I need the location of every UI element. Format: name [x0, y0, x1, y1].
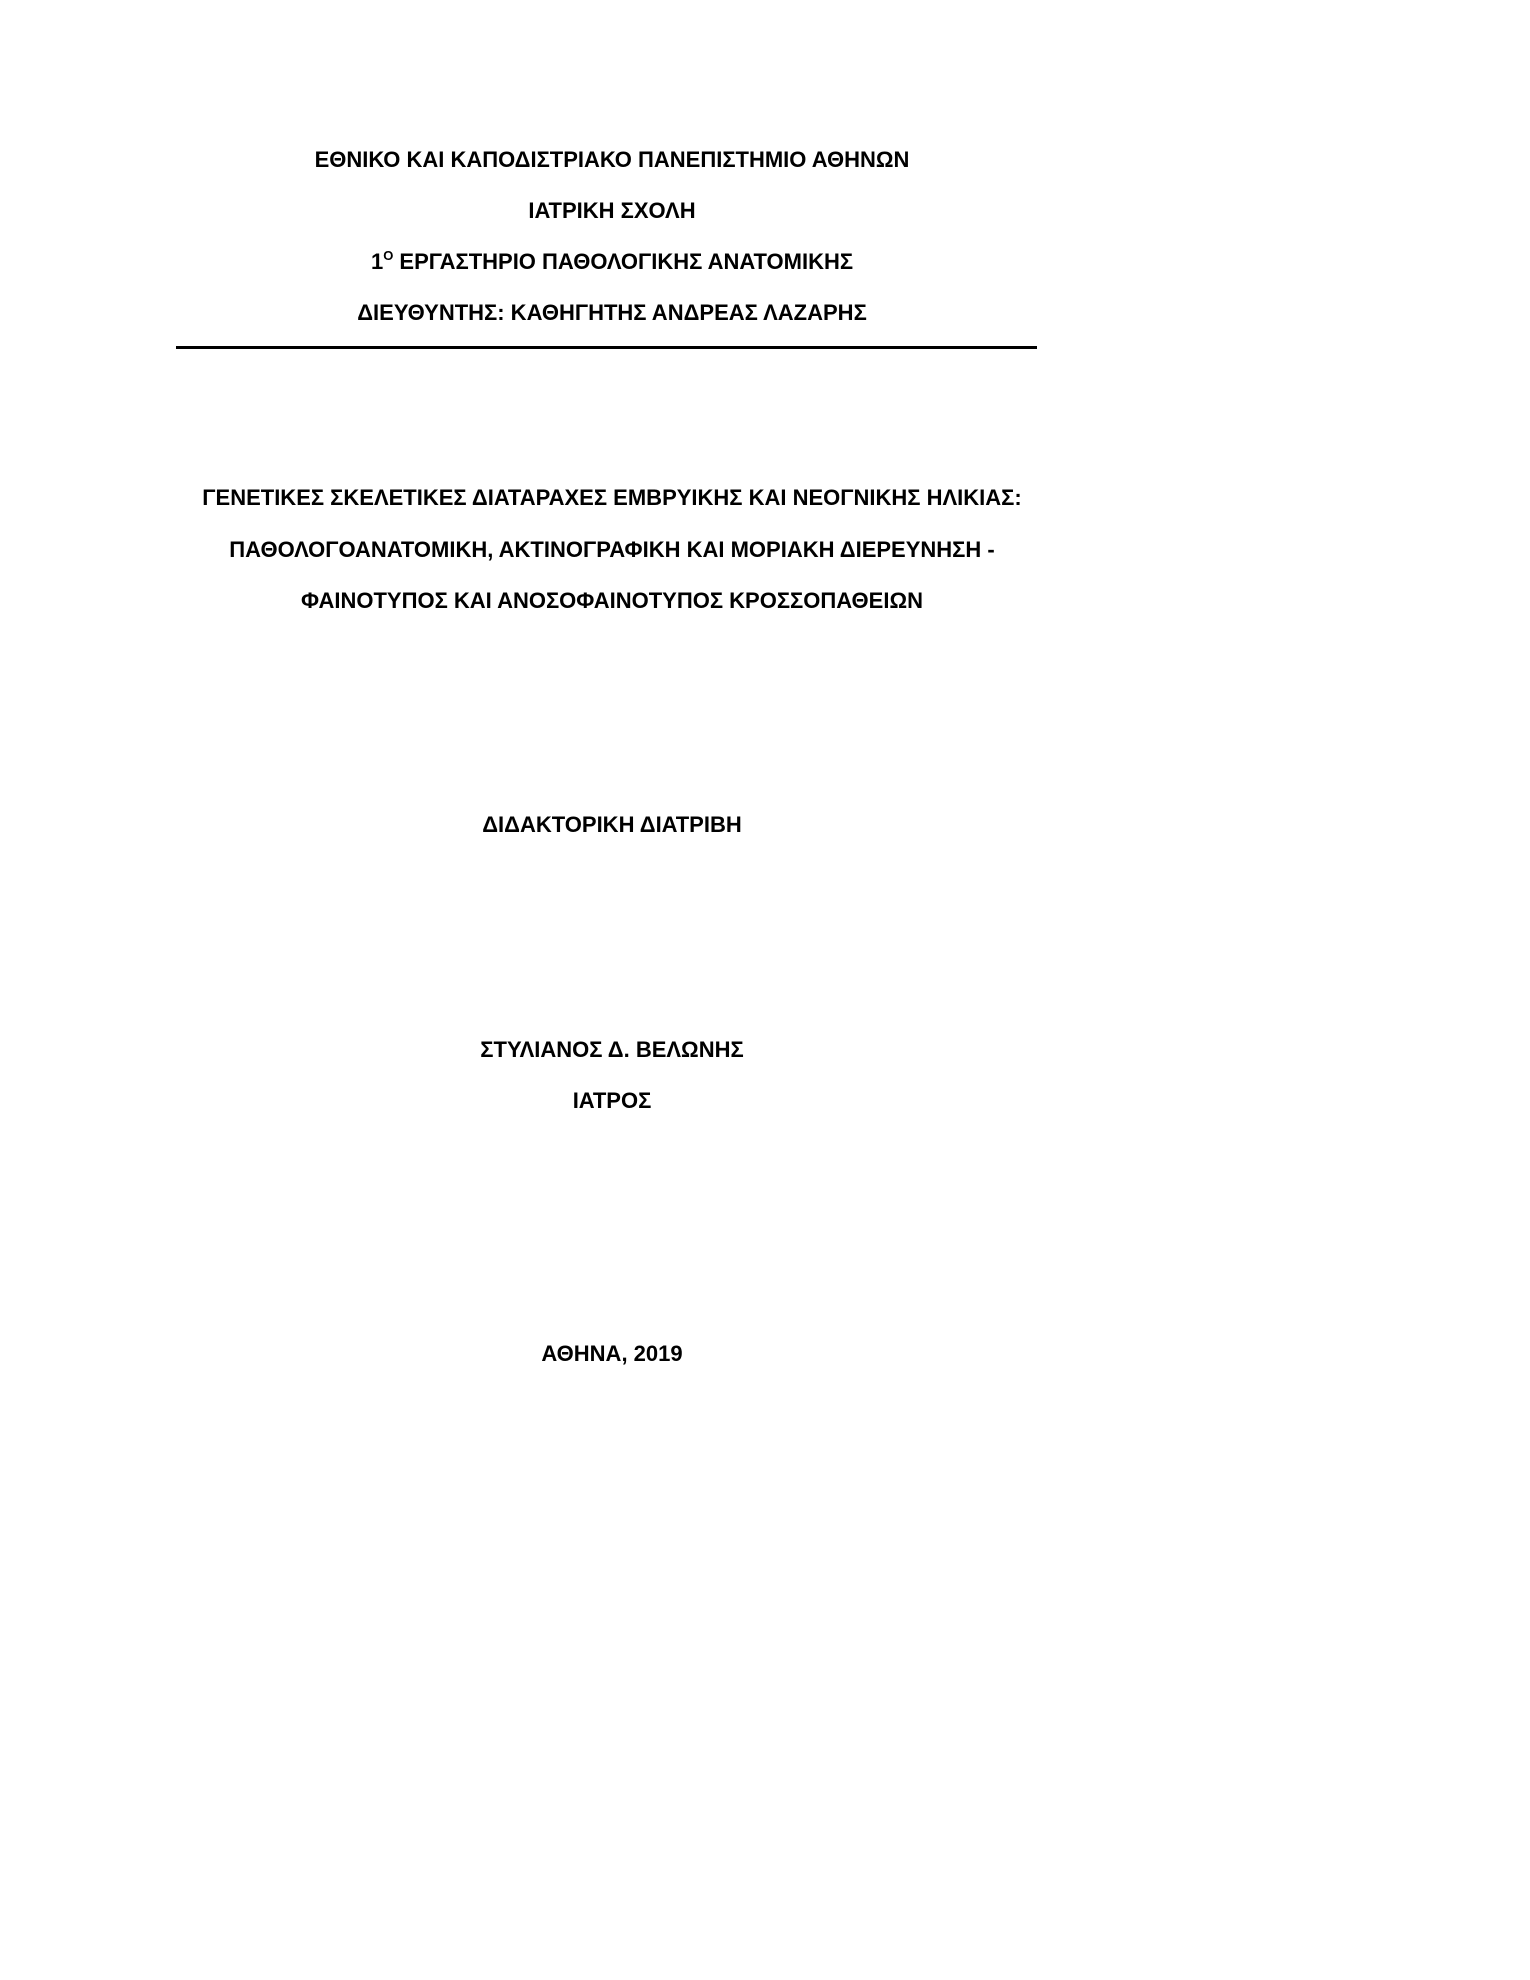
author-name: ΣΤΥΛΙΑΝΟΣ Δ. ΒΕΛΩΝΗΣ [480, 1037, 744, 1062]
school-name: ΙΑΤΡΙΚΗ ΣΧΟΛΗ [528, 198, 696, 223]
document-type: ΔΙΔΑΚΤΟΡΙΚΗ ΔΙΑΤΡΙΒΗ [482, 812, 742, 837]
header-divider [176, 346, 1037, 349]
university-name: ΕΘΝΙΚΟ ΚΑΙ ΚΑΠΟΔΙΣΤΡΙΑΚΟ ΠΑΝΕΠΙΣΤΗΜΙΟ ΑΘΗΝΩΝ [314, 147, 910, 172]
laboratory-title: ΕΡΓΑΣΤΗΡΙΟ ΠΑΘΟΛΟΓΙΚΗΣ ΑΝΑΤΟΜΙΚΗΣ [393, 249, 854, 274]
laboratory-number: 1 [370, 249, 384, 274]
director-line: ΔΙΕΥΘΥΝΤΗΣ: ΚΑΘΗΓΗΤΗΣ ΑΝΔΡΕΑΣ ΛΑΖΑΡΗΣ [357, 300, 867, 325]
place-and-date: ΑΘΗΝΑ, 2019 [541, 1341, 683, 1366]
laboratory-superscript: Ο [383, 248, 394, 263]
laboratory-name [0, 248, 1224, 279]
author-profession: ΙΑΤΡΟΣ [572, 1088, 652, 1113]
thesis-title-line-2: ΠΑΘΟΛΟΓΟΑΝΑΤΟΜΙΚΗ, ΑΚΤΙΝΟΓΡΑΦΙΚΗ ΚΑΙ ΜΟΡΙΑΚΗ ΔΙΕΡΕΥΝΗΣΗ - [229, 537, 995, 562]
thesis-title-line-3: ΦΑΙΝΟΤΥΠΟΣ ΚΑΙ ΑΝΟΣΟΦΑΙΝΟΤΥΠΟΣ ΚΡΟΣΣΟΠΑΘΕΙΩΝ [301, 588, 923, 613]
thesis-title-line-1: ΓΕΝΕΤΙΚΕΣ ΣΚΕΛΕΤΙΚΕΣ ΔΙΑΤΑΡΑΧΕΣ ΕΜΒΡΥΙΚΗΣ ΚΑΙ ΝΕΟΓΝΙΚΗΣ ΗΛΙΚΙΑΣ: [202, 485, 1022, 510]
